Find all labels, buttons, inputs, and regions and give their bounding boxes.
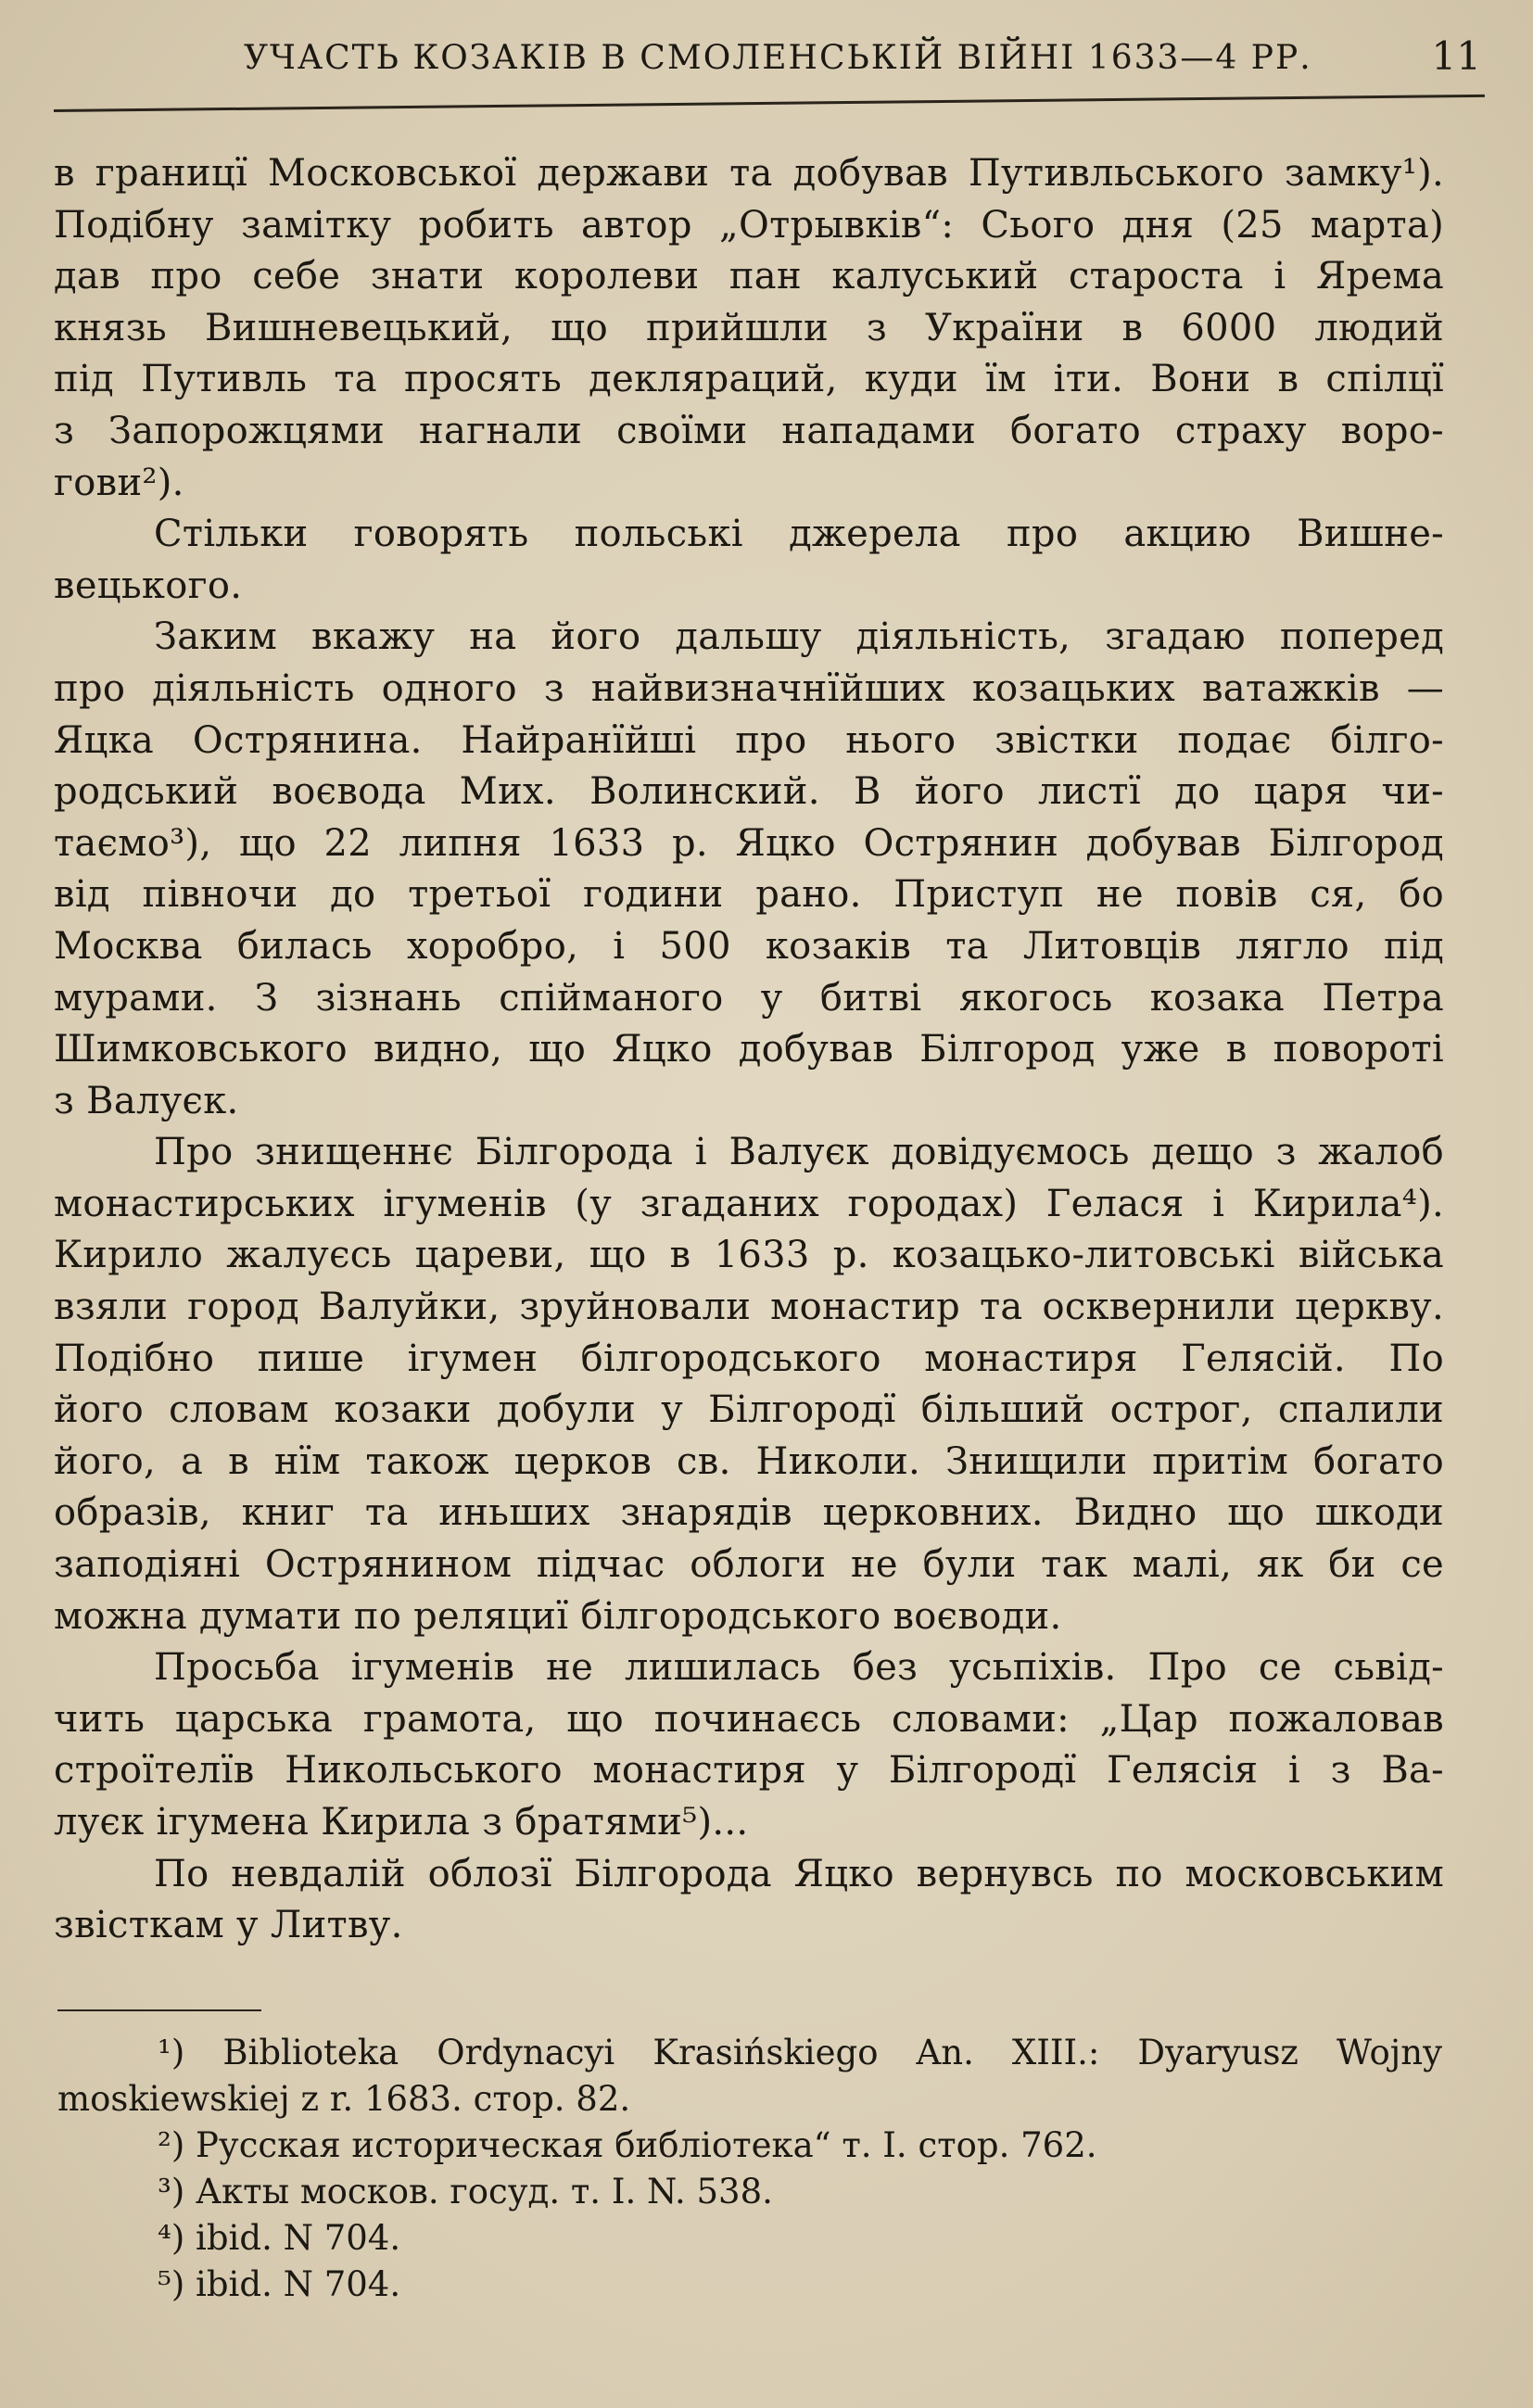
text-line: Подібно пише ігумен білгородського монастиря Гелясій. По [54, 1337, 1444, 1380]
text-line: князь Вишневецький, що прийшли з України в 6000 людий [54, 306, 1444, 349]
footnote-line: ¹) Biblioteka Ordynacyi Krasińskiego An. XIII.: Dyaryusz Wojny [158, 2033, 1442, 2072]
text-line: таємо³), що 22 липня 1633 р. Яцко Острянин добував Білгород [54, 821, 1444, 865]
text-line: з Запорожцями нагнали своїми нападами богато страху воро- [54, 409, 1444, 452]
text-line: від півночи до третьої години рано. Приступ не повів ся, бо [54, 873, 1444, 917]
text-line: По невдалій облозї Білгорода Яцко вернувсь по московським [154, 1852, 1444, 1895]
text-line: Яцка Острянина. Найранїйші про нього звістки подає білго- [54, 718, 1444, 762]
footnote-line: ²) Русская историческая библіотека“ т. I. стор. 762. [158, 2125, 1097, 2165]
text-line: з Валуєк. [54, 1079, 239, 1122]
text-line: Просьба ігуменів не лишилась без усьпіхів. Про се сьвід- [154, 1646, 1444, 1690]
text-line: луєк ігумена Кирила з братями⁵)... [54, 1801, 749, 1844]
text-line: родський воєвода Мих. Волинский. В його листї до царя чи- [54, 770, 1444, 814]
footnote-rule [57, 2009, 261, 2011]
text-line: образів, книг та иньших знарядів церковних. Видно що шкоди [54, 1491, 1444, 1535]
footnotes [57, 2030, 1442, 2308]
text-line: Про знищеннє Білгорода і Валуєк довідуємось дещо з жалоб [154, 1131, 1444, 1174]
text-line: Москва билась хоробро, і 500 козаків та Литовців лягло під [54, 924, 1444, 968]
text-line: мурами. З зізнань спійманого у битві якогось козака Петра [54, 976, 1444, 1020]
text-line: Кирило жалуєсь царeви, що в 1633 р. козацько-литовські війська [54, 1234, 1444, 1277]
text-line: Подібну замітку робить автор „Отрывків“: Сього дня (25 марта) [54, 203, 1444, 247]
footnote-line: moskiewskiej z r. 1683. стор. 82. [57, 2079, 631, 2119]
text-line: в границї Московської держави та добував Путивльського замку¹). [54, 152, 1444, 195]
text-line: взяли город Валуйки, зруйновали монастир та осквернили церкву. [54, 1286, 1444, 1329]
footnote-line: ⁵) ibid. N 704. [158, 2264, 401, 2304]
text-line: звісткам у Литву. [54, 1904, 403, 1947]
text-line: вецького. [54, 564, 243, 607]
running-head [54, 20, 1485, 85]
running-title: УЧАСТЬ КОЗАКІВ В СМОЛЕНСЬКІЙ ВІЙНІ 1633—4 РР. [244, 39, 1312, 77]
text-line: про діяльність одного з найвизначнїйших козацьких ватажків — [54, 666, 1444, 710]
text-line: Стільки говорять польські джерела про акцию Вишне- [154, 513, 1444, 556]
text-line: його, а в нїм також церков св. Николи. Знищили притім богато [54, 1439, 1444, 1483]
text-line: дав про себе знати королеви пан калуський староста і Ярема [54, 255, 1444, 298]
text-line: під Путивль та просять декляраций, куди їм іти. Вони в спілцї [54, 358, 1444, 401]
footnote-line: ³) Акты москов. госуд. т. I. N. 538. [158, 2172, 773, 2212]
text-line: можна думати по реляциї білгородського воєводи. [54, 1594, 1062, 1638]
text-line: монастирських ігуменів (у згаданих городах) Гелася і Кирила⁴). [54, 1182, 1444, 1225]
text-line: Шимковського видно, що Яцко добував Білгород уже в повороті [54, 1028, 1444, 1071]
header-rule [54, 95, 1485, 112]
text-line: гови²). [54, 461, 184, 504]
text-line: його словам козаки добули у Білгородї більший острог, спалили [54, 1388, 1444, 1432]
body-text [54, 148, 1444, 1952]
text-line: Заким вкажу на його дальшу діяльність, згадаю поперед [154, 615, 1444, 659]
text-line: строїтелїв Никольського монастиря у Білгородї Гелясія і з Ва- [54, 1749, 1444, 1793]
text-line: заподіяні Острянином підчас облоги не були так малі, як би се [54, 1543, 1444, 1587]
page-number: 11 [1431, 33, 1481, 79]
text-line: чить царська грамота, що починаєсь словами: „Цар пожаловав [54, 1697, 1444, 1741]
footnote-line: ⁴) ibid. N 704. [158, 2218, 401, 2258]
